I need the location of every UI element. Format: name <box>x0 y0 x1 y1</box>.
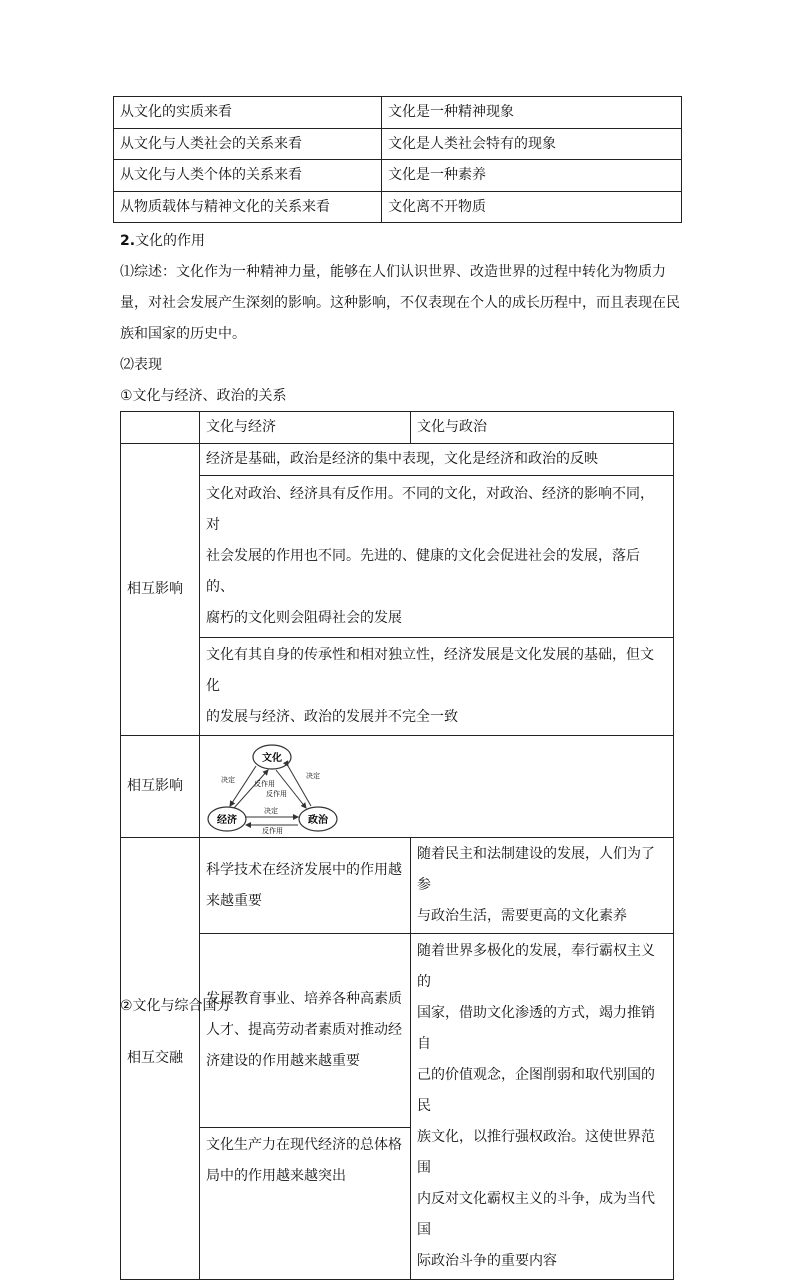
table-header-politics: 文化与政治 <box>411 412 674 444</box>
row-label-diagram: 相互影响 <box>121 736 200 838</box>
text-line: 内反对文化霸权主义的斗争，成为当代国 <box>417 1191 655 1238</box>
table-row <box>121 838 674 934</box>
subheading-national-power: ②文化与综合国力 <box>120 998 231 1014</box>
section-heading <box>120 226 680 257</box>
table-row <box>114 97 682 129</box>
text-line: 人才、提高劳动者素质对推动经 <box>206 1021 402 1038</box>
table-cell: 文化离不开物质 <box>382 191 682 223</box>
table-row <box>121 444 674 476</box>
text-line: 文化对政治、经济具有反作用。不同的文化，对政治、经济的影响不同，对 <box>206 486 654 533</box>
text-line: 经济是基础，政治是经济的集中表现，文化是经济和政治的反映 <box>206 451 598 467</box>
table-cell: 文化是一种素养 <box>382 160 682 192</box>
performance-heading: ⑵表现 <box>120 357 162 373</box>
table-cell: 从物质载体与精神文化的关系来看 <box>114 191 382 223</box>
text-line: 局中的作用越来越突出 <box>206 1167 346 1184</box>
node-label: 政治 <box>308 814 328 826</box>
table-cell: 从文化与人类社会的关系来看 <box>114 128 382 160</box>
summary-line: 族和国家的历史中。 <box>120 326 246 342</box>
text-line: 随着民主和法制建设的发展，人们为了参 <box>417 846 655 893</box>
table-row <box>121 638 674 736</box>
edge-label: 反作用 <box>254 779 275 788</box>
arrow-economy-culture <box>234 770 268 808</box>
node-label: 文化 <box>262 752 282 764</box>
culture-relations-table <box>120 411 674 1280</box>
row-label-blend: 相互交融 <box>121 838 200 1280</box>
summary-line: ⑴综述：文化作为一种精神力量，能够在人们认识世界、改造世界的过程中转化为物质力 <box>120 264 666 280</box>
text-line: 随着世界多极化的发展，奉行霸权主义的 <box>417 943 655 990</box>
text-line: 国家，借助文化渗透的方式，竭力推销自 <box>417 1005 655 1052</box>
blend-right-cell <box>411 934 674 1280</box>
node-label: 经济 <box>217 814 237 826</box>
text-line: 的发展与经济、政治的发展并不完全一致 <box>206 709 458 725</box>
text-line: 文化有其自身的传承性和相对独立性，经济发展是文化发展的基础，但文化 <box>206 647 654 694</box>
text-line: 发展教育事业、培养各种高素质 <box>206 990 402 1007</box>
edge-label: 决定 <box>264 806 278 815</box>
row-label-influence: 相互影响 <box>121 444 200 736</box>
summary-line: 量，对社会发展产生深刻的影响。这种影响，不仅表现在个人的成长历程中，而且表现在民 <box>120 295 680 311</box>
section-number: 2. <box>120 233 136 249</box>
edge-label: 决定 <box>221 775 235 784</box>
table-cell: 从文化与人类个体的关系来看 <box>114 160 382 192</box>
table-row <box>121 476 674 638</box>
section-title: 文化的作用 <box>135 233 206 249</box>
text-line: 腐朽的文化则会阻碍社会的发展 <box>206 610 402 626</box>
text-line: 际政治斗争的重要内容 <box>417 1253 557 1269</box>
text-line: 与政治生活，需要更高的文化素养 <box>417 908 627 924</box>
text-line: 济建设的作用越来越重要 <box>206 1052 360 1069</box>
blend-right-cell <box>411 838 674 934</box>
blend-left-cell <box>200 838 411 934</box>
blend-left-cell <box>200 1127 411 1279</box>
table-cell: 文化是一种精神现象 <box>382 97 682 129</box>
text-line: 己的价值观念，企图削弱和取代别国的民 <box>417 1067 655 1114</box>
edge-label: 决定 <box>306 771 320 780</box>
culture-nature-table <box>113 96 682 223</box>
table-row <box>121 934 674 1128</box>
arrow-culture-economy <box>230 766 256 806</box>
text-line: 来越重要 <box>206 892 262 909</box>
table-header-row <box>121 412 674 444</box>
influence-cell <box>200 444 674 476</box>
subheading-economy-politics: ①文化与经济、政治的关系 <box>120 388 287 404</box>
edge-label: 反作用 <box>266 789 287 798</box>
edge-label: 反作用 <box>262 826 283 834</box>
table-row <box>114 160 682 192</box>
culture-economy-politics-diagram <box>206 740 338 834</box>
table-cell: 从文化的实质来看 <box>114 97 382 129</box>
summary-paragraph <box>120 257 680 350</box>
blend-left-cell <box>200 934 411 1128</box>
table-row <box>114 191 682 223</box>
table-row <box>121 736 674 838</box>
text-line: 科学技术在经济发展中的作用越 <box>206 861 402 878</box>
influence-cell <box>200 476 674 638</box>
influence-cell <box>200 638 674 736</box>
table-row <box>114 128 682 160</box>
table-cell: 文化是人类社会特有的现象 <box>382 128 682 160</box>
diagram-cell <box>200 736 674 838</box>
table-header-economy: 文化与经济 <box>200 412 411 444</box>
table-cell-empty <box>121 412 200 444</box>
text-line: 族文化，以推行强权政治。这使世界范围 <box>417 1129 655 1176</box>
text-line: 社会发展的作用也不同。先进的、健康的文化会促进社会的发展，落后的、 <box>206 548 640 595</box>
text-line: 文化生产力在现代经济的总体格 <box>206 1136 402 1153</box>
